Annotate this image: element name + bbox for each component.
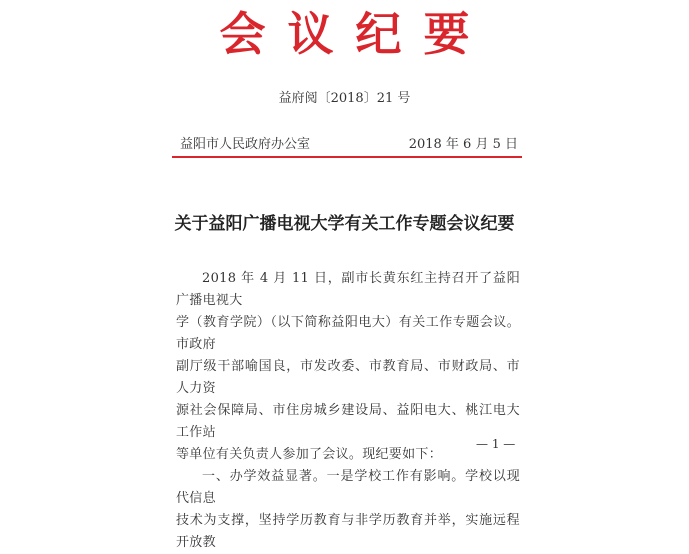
- page-number: — 1 —: [476, 437, 516, 451]
- document-title: 关于益阳广播电视大学有关工作专题会议纪要: [174, 214, 515, 234]
- issuing-office: 益阳市人民政府办公室: [180, 137, 311, 152]
- document-body: [176, 268, 520, 554]
- issue-date: 2018 年 6 月 5 日: [408, 137, 518, 152]
- body-line: 副厅级干部喻国良，市发改委、市教育局、市财政局、市人力资: [176, 359, 520, 396]
- body-line: 学（教育学院）（以下简称益阳电大）有关工作专题会议。市政府: [176, 315, 520, 352]
- body-line: 一、办学效益显著。一是学校工作有影响。学校以现代信息: [176, 469, 520, 506]
- red-separator-line: [172, 156, 522, 158]
- masthead-title: 会议纪要: [219, 7, 492, 61]
- body-line: 技术为支撑，坚持学历教育与非学历教育并举，实施远程开放教: [176, 513, 520, 550]
- body-line: 2018 年 4 月 11 日，副市长黄东红主持召开了益阳广播电视大: [176, 271, 520, 308]
- body-line: 等单位有关负责人参加了会议。现纪要如下：: [176, 447, 443, 462]
- document-number: 益府阅〔2018〕21 号: [278, 91, 411, 106]
- body-line: 源社会保障局、市住房城乡建设局、益阳电大、桃江电大工作站: [176, 403, 520, 440]
